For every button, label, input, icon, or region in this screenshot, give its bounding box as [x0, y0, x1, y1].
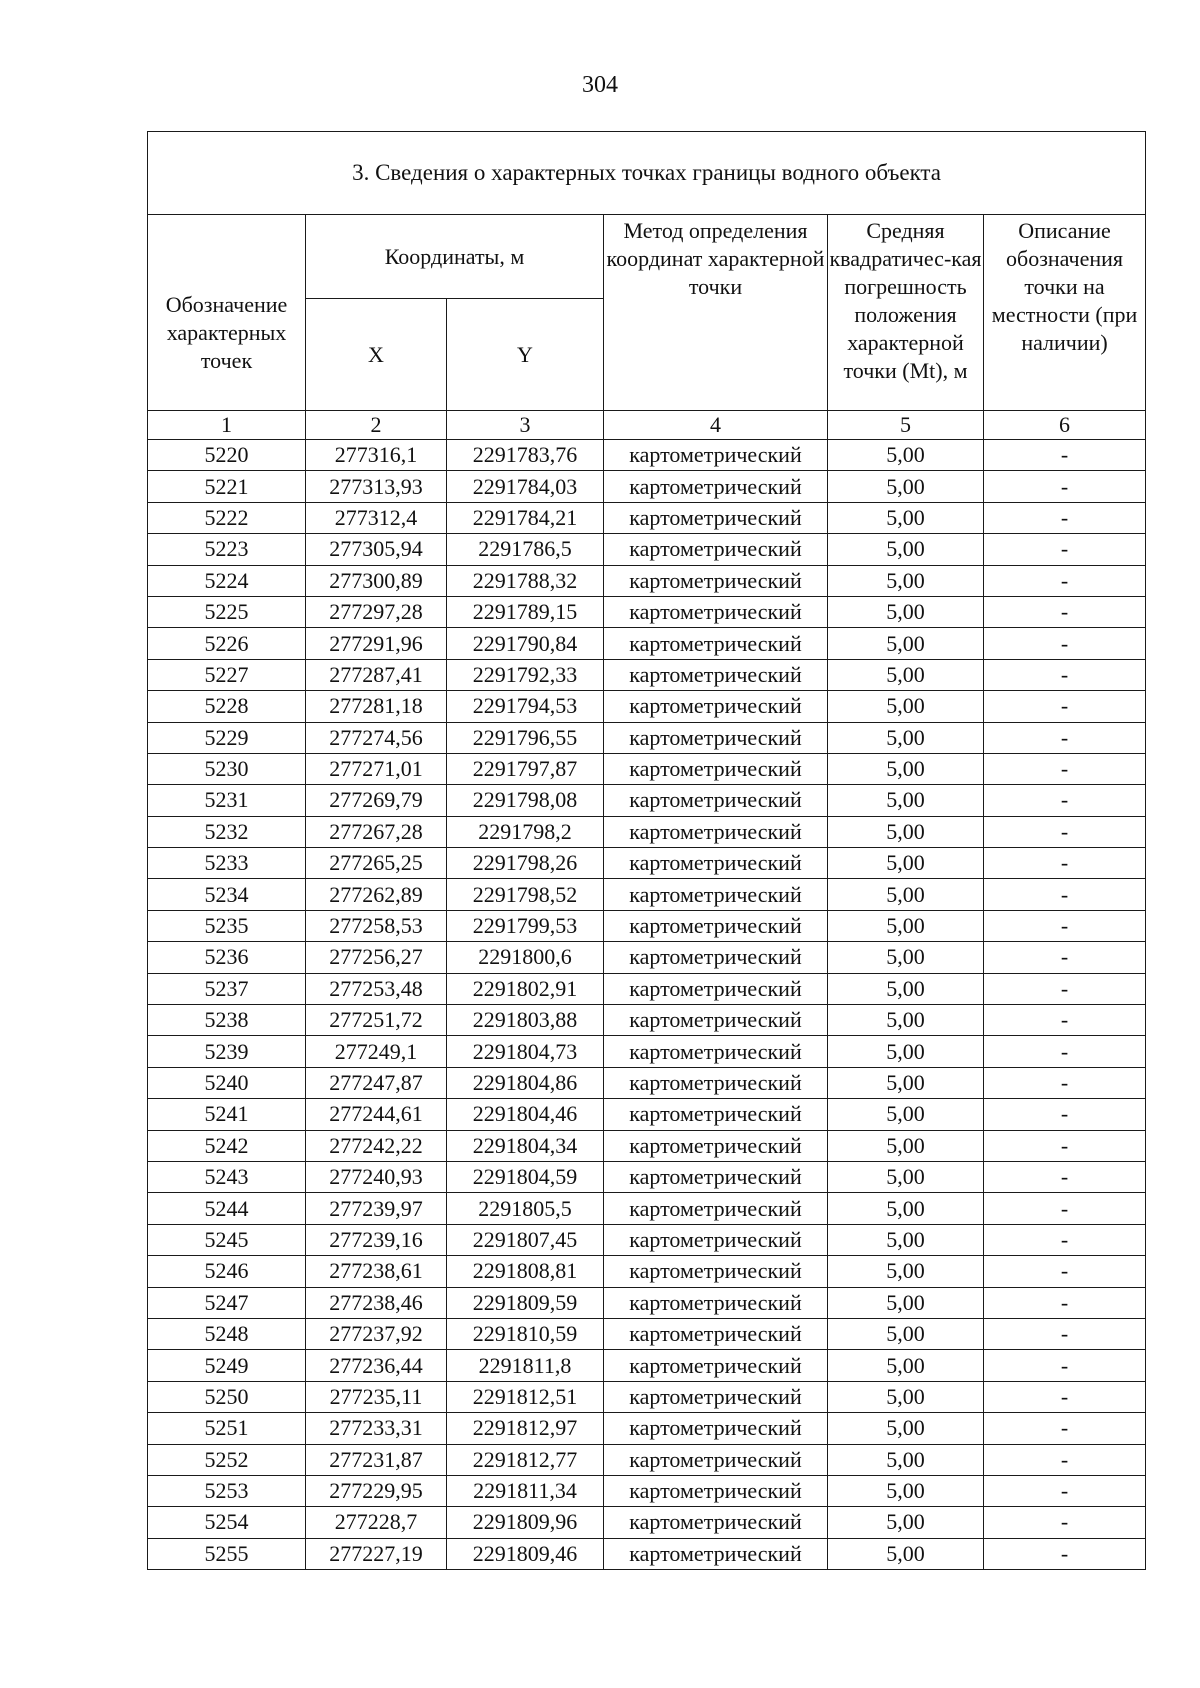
y-coordinate-cell: 2291798,52	[447, 879, 604, 910]
method-cell: картометрический	[604, 691, 828, 722]
description-cell: -	[984, 565, 1146, 596]
table-row	[148, 1350, 1146, 1381]
table-row	[148, 816, 1146, 847]
point-id-cell: 5245	[148, 1224, 306, 1255]
header-y: Y	[447, 299, 604, 411]
method-cell: картометрический	[604, 659, 828, 690]
table-row	[148, 1005, 1146, 1036]
header-method: Метод определения координат характерной точки	[604, 215, 828, 411]
method-cell: картометрический	[604, 848, 828, 879]
description-cell: -	[984, 753, 1146, 784]
page-number: 304	[582, 72, 618, 98]
description-cell: -	[984, 659, 1146, 690]
x-coordinate-cell: 277236,44	[306, 1350, 447, 1381]
method-cell: картометрический	[604, 910, 828, 941]
error-cell: 5,00	[828, 534, 984, 565]
method-cell: картометрический	[604, 565, 828, 596]
x-coordinate-cell: 277256,27	[306, 942, 447, 973]
x-coordinate-cell: 277242,22	[306, 1130, 447, 1161]
y-coordinate-cell: 2291786,5	[447, 534, 604, 565]
column-number: 2	[306, 411, 447, 440]
table-row	[148, 659, 1146, 690]
y-coordinate-cell: 2291804,73	[447, 1036, 604, 1067]
method-cell: картометрический	[604, 1130, 828, 1161]
error-cell: 5,00	[828, 785, 984, 816]
y-coordinate-cell: 2291804,34	[447, 1130, 604, 1161]
y-coordinate-cell: 2291811,34	[447, 1475, 604, 1506]
point-id-cell: 5239	[148, 1036, 306, 1067]
table-row	[148, 722, 1146, 753]
point-id-cell: 5226	[148, 628, 306, 659]
y-coordinate-cell: 2291809,46	[447, 1538, 604, 1569]
method-cell: картометрический	[604, 816, 828, 847]
table-row	[148, 1161, 1146, 1192]
table-row	[148, 1099, 1146, 1130]
point-id-cell: 5242	[148, 1130, 306, 1161]
table-row	[148, 1193, 1146, 1224]
point-id-cell: 5246	[148, 1256, 306, 1287]
error-cell: 5,00	[828, 1036, 984, 1067]
x-coordinate-cell: 277253,48	[306, 973, 447, 1004]
description-cell: -	[984, 1224, 1146, 1255]
y-coordinate-cell: 2291798,26	[447, 848, 604, 879]
description-cell: -	[984, 1256, 1146, 1287]
description-cell: -	[984, 596, 1146, 627]
error-cell: 5,00	[828, 628, 984, 659]
method-cell: картометрический	[604, 942, 828, 973]
table-row	[148, 534, 1146, 565]
point-id-cell: 5236	[148, 942, 306, 973]
x-coordinate-cell: 277239,97	[306, 1193, 447, 1224]
point-id-cell: 5221	[148, 471, 306, 502]
description-cell: -	[984, 973, 1146, 1004]
y-coordinate-cell: 2291802,91	[447, 973, 604, 1004]
y-coordinate-cell: 2291800,6	[447, 942, 604, 973]
y-coordinate-cell: 2291792,33	[447, 659, 604, 690]
y-coordinate-cell: 2291799,53	[447, 910, 604, 941]
error-cell: 5,00	[828, 659, 984, 690]
point-id-cell: 5253	[148, 1475, 306, 1506]
error-cell: 5,00	[828, 440, 984, 471]
description-cell: -	[984, 1193, 1146, 1224]
error-cell: 5,00	[828, 1099, 984, 1130]
table-row	[148, 1381, 1146, 1412]
point-id-cell: 5229	[148, 722, 306, 753]
method-cell: картометрический	[604, 1193, 828, 1224]
y-coordinate-cell: 2291809,96	[447, 1507, 604, 1538]
table-row	[148, 785, 1146, 816]
boundary-points-table	[147, 131, 1146, 1570]
description-cell: -	[984, 440, 1146, 471]
x-coordinate-cell: 277239,16	[306, 1224, 447, 1255]
point-id-cell: 5255	[148, 1538, 306, 1569]
y-coordinate-cell: 2291810,59	[447, 1318, 604, 1349]
y-coordinate-cell: 2291804,86	[447, 1067, 604, 1098]
error-cell: 5,00	[828, 1256, 984, 1287]
table-row	[148, 753, 1146, 784]
column-number: 3	[447, 411, 604, 440]
method-cell: картометрический	[604, 1067, 828, 1098]
method-cell: картометрический	[604, 471, 828, 502]
point-id-cell: 5247	[148, 1287, 306, 1318]
method-cell: картометрический	[604, 502, 828, 533]
x-coordinate-cell: 277249,1	[306, 1036, 447, 1067]
point-id-cell: 5243	[148, 1161, 306, 1192]
method-cell: картометрический	[604, 753, 828, 784]
x-coordinate-cell: 277238,61	[306, 1256, 447, 1287]
error-cell: 5,00	[828, 848, 984, 879]
description-cell: -	[984, 471, 1146, 502]
table-row	[148, 628, 1146, 659]
point-id-cell: 5251	[148, 1413, 306, 1444]
table-row	[148, 691, 1146, 722]
x-coordinate-cell: 277267,28	[306, 816, 447, 847]
table-row	[148, 565, 1146, 596]
method-cell: картометрический	[604, 1099, 828, 1130]
description-cell: -	[984, 1005, 1146, 1036]
error-cell: 5,00	[828, 1350, 984, 1381]
point-id-cell: 5250	[148, 1381, 306, 1412]
method-cell: картометрический	[604, 1161, 828, 1192]
method-cell: картометрический	[604, 1036, 828, 1067]
table-row	[148, 1256, 1146, 1287]
y-coordinate-cell: 2291803,88	[447, 1005, 604, 1036]
x-coordinate-cell: 277291,96	[306, 628, 447, 659]
x-coordinate-cell: 277231,87	[306, 1444, 447, 1475]
x-coordinate-cell: 277235,11	[306, 1381, 447, 1412]
x-coordinate-cell: 277233,31	[306, 1413, 447, 1444]
table-row	[148, 942, 1146, 973]
error-cell: 5,00	[828, 879, 984, 910]
table-row	[148, 1224, 1146, 1255]
x-coordinate-cell: 277271,01	[306, 753, 447, 784]
method-cell: картометрический	[604, 1444, 828, 1475]
y-coordinate-cell: 2291807,45	[447, 1224, 604, 1255]
method-cell: картометрический	[604, 1287, 828, 1318]
y-coordinate-cell: 2291797,87	[447, 753, 604, 784]
y-coordinate-cell: 2291804,59	[447, 1161, 604, 1192]
point-id-cell: 5241	[148, 1099, 306, 1130]
point-id-cell: 5227	[148, 659, 306, 690]
error-cell: 5,00	[828, 1318, 984, 1349]
x-coordinate-cell: 277228,7	[306, 1507, 447, 1538]
table-row	[148, 973, 1146, 1004]
table-row	[148, 596, 1146, 627]
point-id-cell: 5249	[148, 1350, 306, 1381]
x-coordinate-cell: 277269,79	[306, 785, 447, 816]
method-cell: картометрический	[604, 1224, 828, 1255]
table-row	[148, 1130, 1146, 1161]
header-coordinates: Координаты, м	[306, 215, 604, 299]
x-coordinate-cell: 277312,4	[306, 502, 447, 533]
description-cell: -	[984, 1036, 1146, 1067]
x-coordinate-cell: 277240,93	[306, 1161, 447, 1192]
description-cell: -	[984, 628, 1146, 659]
y-coordinate-cell: 2291798,08	[447, 785, 604, 816]
description-cell: -	[984, 879, 1146, 910]
error-cell: 5,00	[828, 910, 984, 941]
point-id-cell: 5233	[148, 848, 306, 879]
error-cell: 5,00	[828, 1067, 984, 1098]
method-cell: картометрический	[604, 1350, 828, 1381]
method-cell: картометрический	[604, 628, 828, 659]
x-coordinate-cell: 277305,94	[306, 534, 447, 565]
description-cell: -	[984, 910, 1146, 941]
description-cell: -	[984, 816, 1146, 847]
column-numbers-row	[148, 411, 1146, 440]
y-coordinate-cell: 2291805,5	[447, 1193, 604, 1224]
y-coordinate-cell: 2291794,53	[447, 691, 604, 722]
table-row	[148, 1036, 1146, 1067]
description-cell: -	[984, 1130, 1146, 1161]
point-id-cell: 5244	[148, 1193, 306, 1224]
description-cell: -	[984, 1099, 1146, 1130]
description-cell: -	[984, 1475, 1146, 1506]
method-cell: картометрический	[604, 1381, 828, 1412]
method-cell: картометрический	[604, 1507, 828, 1538]
x-coordinate-cell: 277297,28	[306, 596, 447, 627]
header-designation: Обозначение характерных точек	[148, 215, 306, 411]
error-cell: 5,00	[828, 1538, 984, 1569]
error-cell: 5,00	[828, 973, 984, 1004]
description-cell: -	[984, 1381, 1146, 1412]
table-row	[148, 1507, 1146, 1538]
table-row	[148, 910, 1146, 941]
y-coordinate-cell: 2291784,21	[447, 502, 604, 533]
point-id-cell: 5248	[148, 1318, 306, 1349]
table-row	[148, 471, 1146, 502]
table-row	[148, 1318, 1146, 1349]
point-id-cell: 5223	[148, 534, 306, 565]
y-coordinate-cell: 2291790,84	[447, 628, 604, 659]
description-cell: -	[984, 1350, 1146, 1381]
error-cell: 5,00	[828, 691, 984, 722]
point-id-cell: 5235	[148, 910, 306, 941]
error-cell: 5,00	[828, 1193, 984, 1224]
table-row	[148, 502, 1146, 533]
description-cell: -	[984, 1067, 1146, 1098]
method-cell: картометрический	[604, 1005, 828, 1036]
method-cell: картометрический	[604, 1538, 828, 1569]
point-id-cell: 5232	[148, 816, 306, 847]
y-coordinate-cell: 2291812,97	[447, 1413, 604, 1444]
method-cell: картометрический	[604, 440, 828, 471]
y-coordinate-cell: 2291804,46	[447, 1099, 604, 1130]
x-coordinate-cell: 277274,56	[306, 722, 447, 753]
point-id-cell: 5240	[148, 1067, 306, 1098]
description-cell: -	[984, 942, 1146, 973]
header-x: X	[306, 299, 447, 411]
section-title: 3. Сведения о характерных точках границы водного объекта	[148, 132, 1146, 215]
point-id-cell: 5254	[148, 1507, 306, 1538]
error-cell: 5,00	[828, 753, 984, 784]
x-coordinate-cell: 277281,18	[306, 691, 447, 722]
method-cell: картометрический	[604, 596, 828, 627]
x-coordinate-cell: 277265,25	[306, 848, 447, 879]
x-coordinate-cell: 277227,19	[306, 1538, 447, 1569]
y-coordinate-cell: 2291808,81	[447, 1256, 604, 1287]
x-coordinate-cell: 277300,89	[306, 565, 447, 596]
table-body	[148, 440, 1146, 1570]
point-id-cell: 5222	[148, 502, 306, 533]
x-coordinate-cell: 277238,46	[306, 1287, 447, 1318]
error-cell: 5,00	[828, 1161, 984, 1192]
point-id-cell: 5228	[148, 691, 306, 722]
error-cell: 5,00	[828, 816, 984, 847]
error-cell: 5,00	[828, 1381, 984, 1412]
method-cell: картометрический	[604, 1256, 828, 1287]
method-cell: картометрический	[604, 1413, 828, 1444]
header-description: Описание обозначения точки на местности (при наличии)	[984, 215, 1146, 411]
description-cell: -	[984, 722, 1146, 753]
description-cell: -	[984, 1444, 1146, 1475]
header-error: Средняя квадратичес-кая погрешность положения характерной точки (Mt), м	[828, 215, 984, 411]
description-cell: -	[984, 534, 1146, 565]
x-coordinate-cell: 277258,53	[306, 910, 447, 941]
point-id-cell: 5230	[148, 753, 306, 784]
table-row	[148, 1067, 1146, 1098]
error-cell: 5,00	[828, 1507, 984, 1538]
error-cell: 5,00	[828, 942, 984, 973]
y-coordinate-cell: 2291809,59	[447, 1287, 604, 1318]
method-cell: картометрический	[604, 1475, 828, 1506]
description-cell: -	[984, 691, 1146, 722]
table-row	[148, 1538, 1146, 1569]
error-cell: 5,00	[828, 722, 984, 753]
description-cell: -	[984, 502, 1146, 533]
error-cell: 5,00	[828, 1287, 984, 1318]
table-row	[148, 848, 1146, 879]
x-coordinate-cell: 277237,92	[306, 1318, 447, 1349]
error-cell: 5,00	[828, 1413, 984, 1444]
method-cell: картометрический	[604, 534, 828, 565]
error-cell: 5,00	[828, 1005, 984, 1036]
method-cell: картометрический	[604, 879, 828, 910]
y-coordinate-cell: 2291811,8	[447, 1350, 604, 1381]
method-cell: картометрический	[604, 1318, 828, 1349]
error-cell: 5,00	[828, 1444, 984, 1475]
column-number: 5	[828, 411, 984, 440]
x-coordinate-cell: 277247,87	[306, 1067, 447, 1098]
point-id-cell: 5231	[148, 785, 306, 816]
y-coordinate-cell: 2291783,76	[447, 440, 604, 471]
description-cell: -	[984, 1287, 1146, 1318]
point-id-cell: 5220	[148, 440, 306, 471]
method-cell: картометрический	[604, 785, 828, 816]
error-cell: 5,00	[828, 1475, 984, 1506]
error-cell: 5,00	[828, 596, 984, 627]
y-coordinate-cell: 2291812,77	[447, 1444, 604, 1475]
error-cell: 5,00	[828, 471, 984, 502]
point-id-cell: 5252	[148, 1444, 306, 1475]
description-cell: -	[984, 1318, 1146, 1349]
column-number: 6	[984, 411, 1146, 440]
column-number: 4	[604, 411, 828, 440]
table-row	[148, 440, 1146, 471]
table-row	[148, 1444, 1146, 1475]
y-coordinate-cell: 2291784,03	[447, 471, 604, 502]
method-cell: картометрический	[604, 973, 828, 1004]
point-id-cell: 5225	[148, 596, 306, 627]
error-cell: 5,00	[828, 565, 984, 596]
point-id-cell: 5238	[148, 1005, 306, 1036]
description-cell: -	[984, 848, 1146, 879]
y-coordinate-cell: 2291812,51	[447, 1381, 604, 1412]
description-cell: -	[984, 1413, 1146, 1444]
description-cell: -	[984, 1161, 1146, 1192]
y-coordinate-cell: 2291788,32	[447, 565, 604, 596]
y-coordinate-cell: 2291798,2	[447, 816, 604, 847]
x-coordinate-cell: 277262,89	[306, 879, 447, 910]
description-cell: -	[984, 785, 1146, 816]
point-id-cell: 5234	[148, 879, 306, 910]
x-coordinate-cell: 277316,1	[306, 440, 447, 471]
point-id-cell: 5224	[148, 565, 306, 596]
error-cell: 5,00	[828, 502, 984, 533]
error-cell: 5,00	[828, 1130, 984, 1161]
x-coordinate-cell: 277313,93	[306, 471, 447, 502]
x-coordinate-cell: 277229,95	[306, 1475, 447, 1506]
y-coordinate-cell: 2291789,15	[447, 596, 604, 627]
point-id-cell: 5237	[148, 973, 306, 1004]
x-coordinate-cell: 277251,72	[306, 1005, 447, 1036]
column-number: 1	[148, 411, 306, 440]
description-cell: -	[984, 1507, 1146, 1538]
x-coordinate-cell: 277287,41	[306, 659, 447, 690]
table-row	[148, 1413, 1146, 1444]
error-cell: 5,00	[828, 1224, 984, 1255]
description-cell: -	[984, 1538, 1146, 1569]
method-cell: картометрический	[604, 722, 828, 753]
table-row	[148, 1287, 1146, 1318]
x-coordinate-cell: 277244,61	[306, 1099, 447, 1130]
y-coordinate-cell: 2291796,55	[447, 722, 604, 753]
table-row	[148, 1475, 1146, 1506]
table-row	[148, 879, 1146, 910]
